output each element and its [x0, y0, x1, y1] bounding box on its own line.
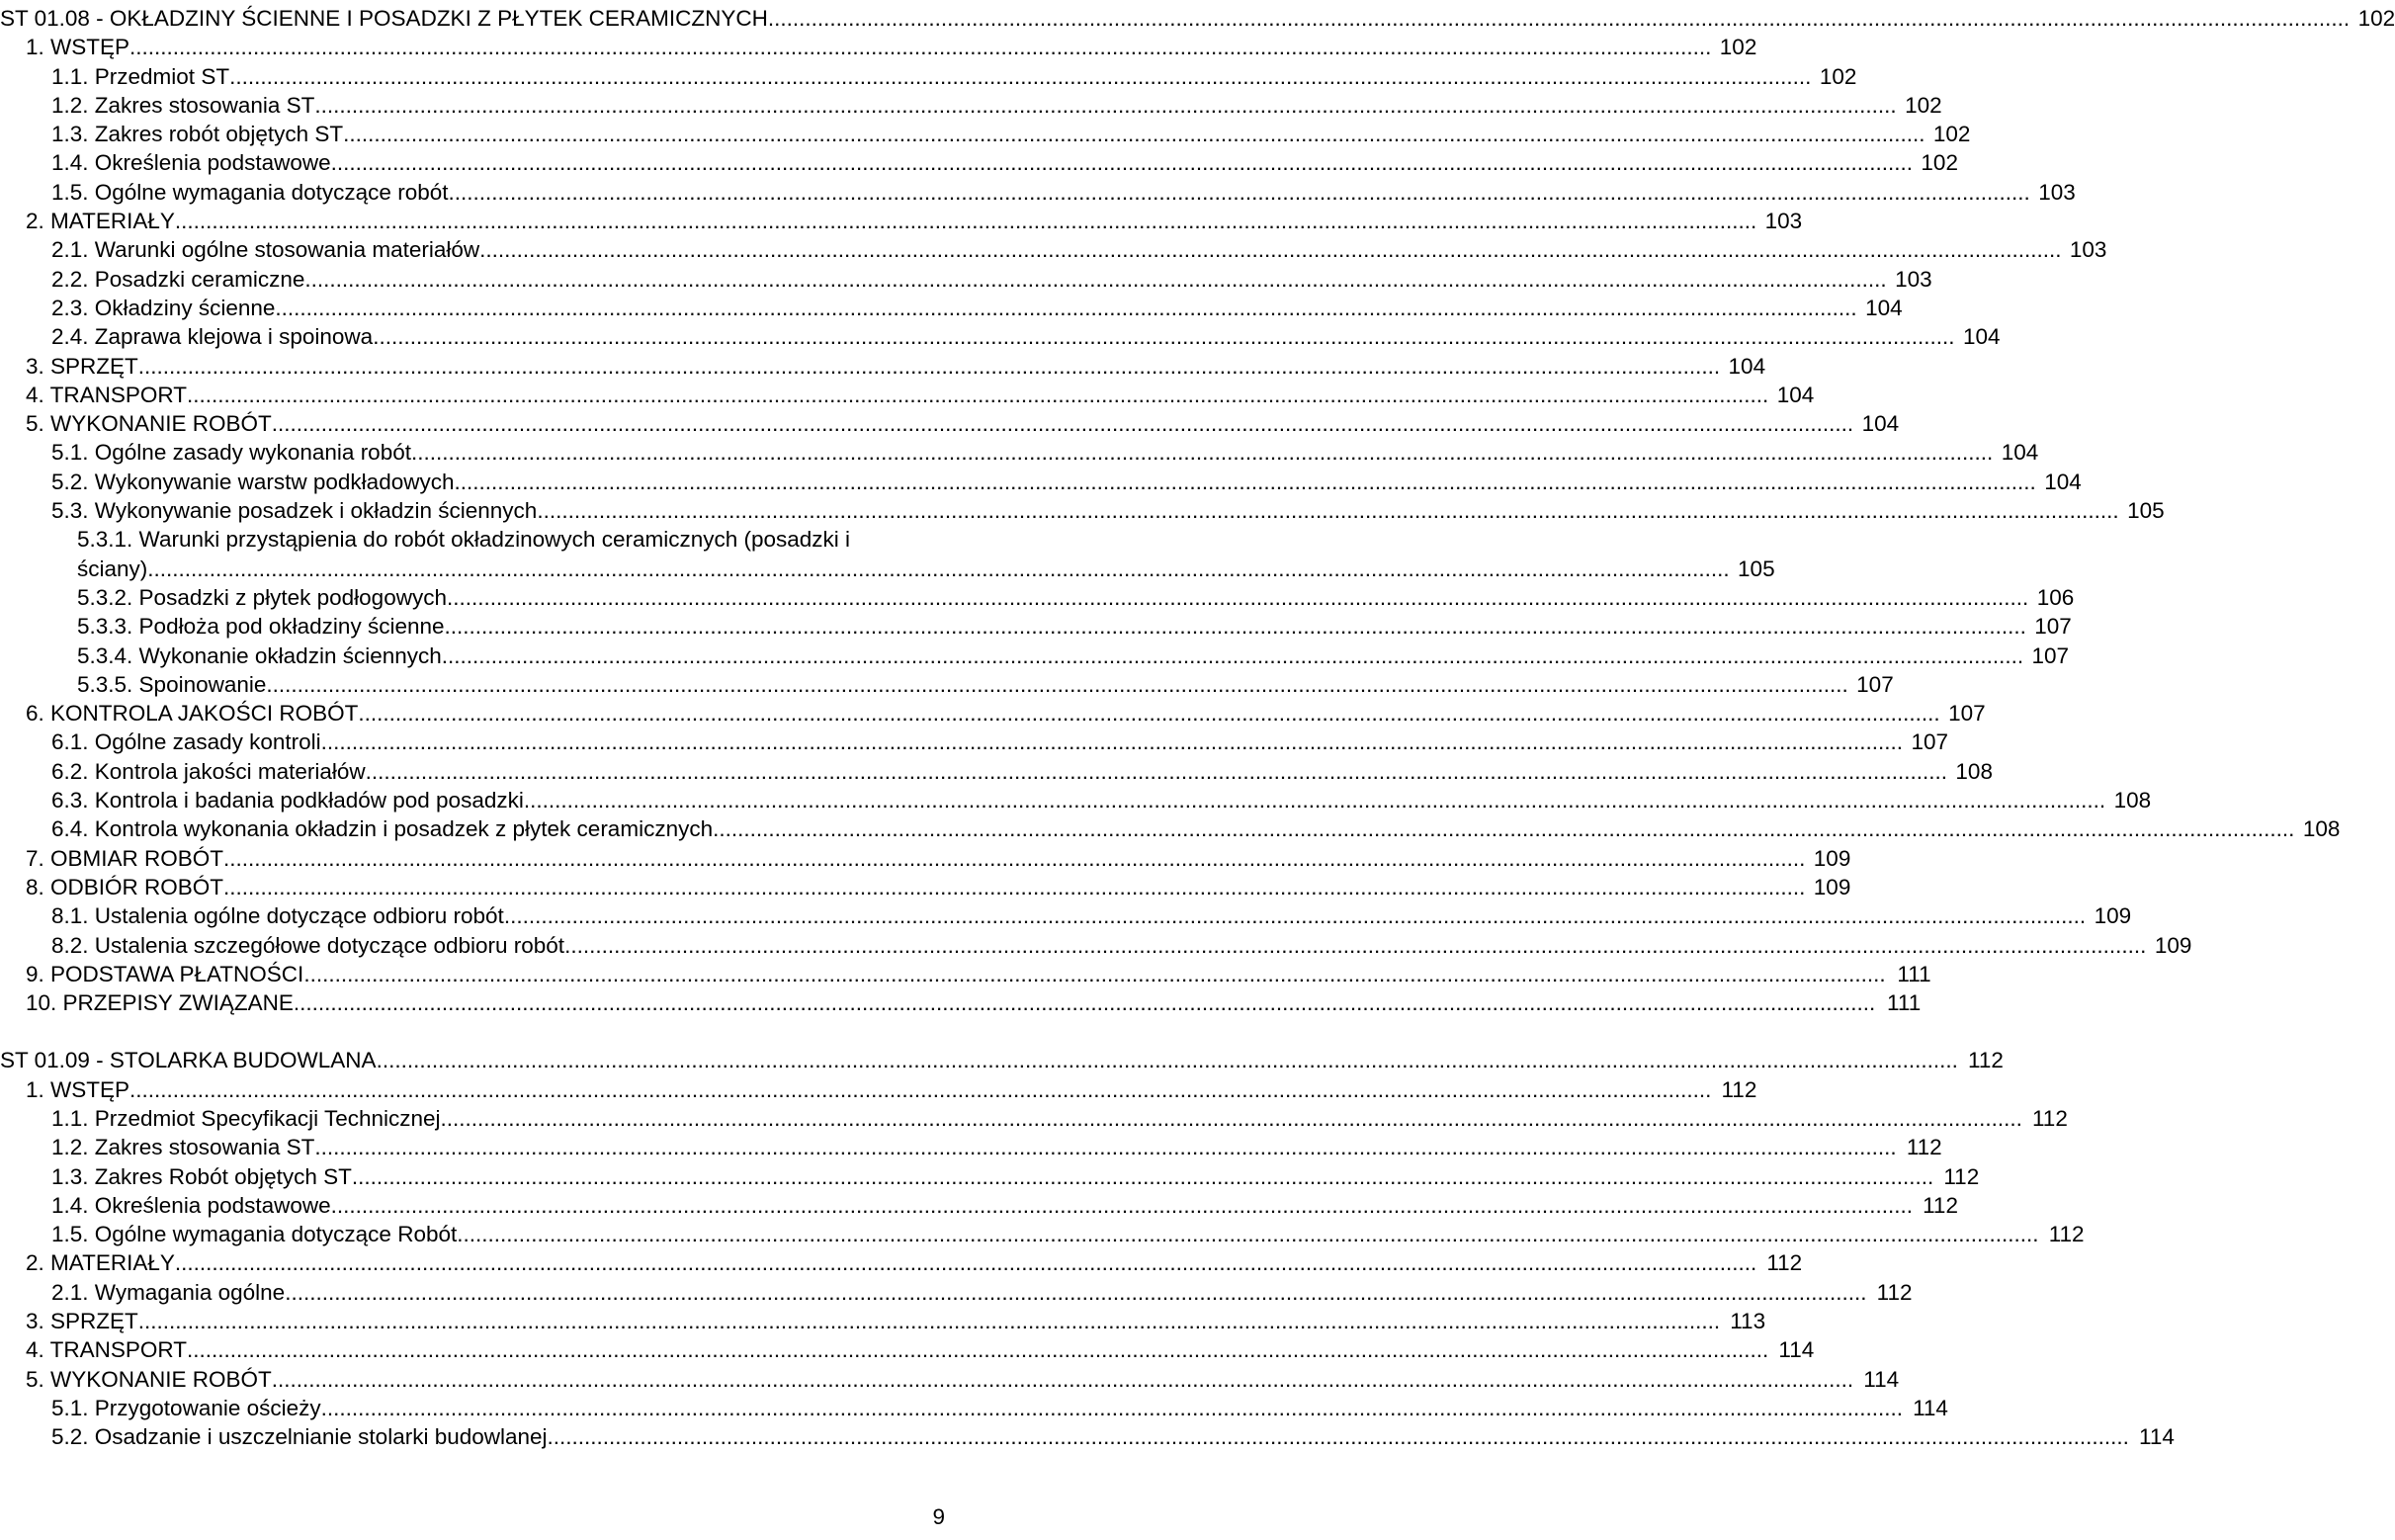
toc-entry-title: ST 01.08 - OKŁADZINY ŚCIENNE I POSADZKI Z PŁYTEK CERAMICZNYCH [0, 6, 768, 31]
toc-entry-title: 2. MATERIAŁY [26, 1250, 175, 1276]
dot-leader [504, 901, 2086, 930]
toc-entry-title: 1.5. Ogólne wymagania dotyczące robót [51, 179, 449, 205]
toc-entry-page: 112 [1721, 1076, 1757, 1102]
dot-leader [275, 294, 1856, 322]
toc-entry[interactable] [0, 1104, 2068, 1133]
toc-entry-page: 102 [1921, 150, 1958, 176]
toc-entry[interactable] [0, 62, 1857, 91]
toc-entry[interactable] [0, 786, 2152, 814]
toc-entry-title: 1.2. Zakres stosowania ST [51, 1135, 315, 1160]
toc-entry-page: 105 [1738, 556, 1775, 581]
toc-entry-title: 4. TRANSPORT [26, 1337, 187, 1363]
dot-leader [411, 438, 1993, 467]
toc-entry-page: 103 [2069, 237, 2107, 263]
dot-leader [138, 352, 1720, 381]
toc-entry[interactable] [0, 120, 1971, 148]
toc-entry-page: 102 [1905, 92, 1942, 118]
toc-entry[interactable] [0, 844, 1851, 873]
toc-entry-page: 108 [2302, 816, 2341, 842]
toc-entry-page: 102 [2357, 6, 2395, 31]
dot-leader [548, 1422, 2129, 1451]
toc-entry-page: 109 [1813, 845, 1851, 871]
dot-leader [564, 931, 2146, 960]
dot-leader [304, 265, 1886, 294]
dot-leader [331, 148, 1913, 177]
dot-leader [331, 1191, 1913, 1220]
toc-entry-page: 108 [1955, 758, 1993, 784]
dot-leader [187, 1335, 1768, 1364]
dot-leader [138, 1307, 1720, 1335]
toc-entry[interactable] [0, 178, 2076, 207]
toc-entry[interactable] [0, 322, 2001, 351]
toc-entry[interactable] [0, 699, 1986, 727]
dot-leader [448, 178, 2029, 207]
toc-entry-title: 6.2. Kontrola jakości materiałów [51, 758, 366, 784]
toc-entry[interactable] [0, 1278, 1913, 1307]
toc-entry-page: 112 [2031, 1105, 2068, 1131]
toc-entry-title-line: 5.3.1. Warunki przystąpienia do robót okładzinowych ceramicznych (posadzki i [77, 527, 851, 553]
dot-leader [321, 1394, 1903, 1422]
toc-entry[interactable] [0, 1046, 2004, 1074]
toc-entry-page: 112 [2048, 1222, 2085, 1247]
dot-leader [377, 1046, 1958, 1074]
toc-entry-title: 2.2. Posadzki ceramiczne [51, 266, 305, 292]
dot-leader [266, 670, 1847, 699]
toc-entry[interactable] [0, 525, 1775, 583]
toc-entry[interactable] [0, 468, 2082, 496]
toc-entry[interactable] [0, 1394, 1948, 1422]
toc-entry[interactable] [0, 931, 2192, 960]
dot-leader [713, 814, 2294, 843]
toc-entry-title: 2.1. Wymagania ogólne [51, 1279, 286, 1305]
toc-entry[interactable] [0, 438, 2039, 467]
toc-entry-page: 102 [1819, 63, 1857, 89]
toc-entry-title: 5.3.3. Podłoża pod okładziny ścienne [77, 614, 445, 640]
toc-entry[interactable] [0, 381, 1815, 409]
toc-entry-page: 103 [1764, 209, 1803, 234]
toc-entry-page: 111 [1887, 990, 1922, 1016]
toc-entry[interactable] [0, 33, 1757, 61]
toc-entry[interactable] [0, 1307, 1766, 1335]
toc-entry[interactable] [0, 642, 2070, 670]
toc-entry-title: 5.1. Ogólne zasady wykonania robót [51, 440, 411, 466]
toc-entry[interactable] [0, 670, 1894, 699]
dot-leader [447, 583, 2028, 612]
dot-leader [479, 235, 2061, 264]
dot-leader [129, 33, 1711, 61]
dot-leader [537, 496, 2118, 525]
toc-entry-title: 8.2. Ustalenia szczegółowe dotyczące odbioru robót [51, 932, 565, 958]
toc-entry-page: 104 [1861, 411, 1900, 437]
dot-leader [294, 988, 1875, 1017]
toc-entry-page: 112 [1943, 1163, 1980, 1189]
toc-entry-title: 7. OBMIAR ROBÓT [26, 845, 224, 871]
toc-entry-page: 107 [1856, 671, 1894, 697]
toc-entry-title: 10. PRZEPISY ZWIĄZANE [26, 990, 294, 1016]
toc-entry-title: 2. MATERIAŁY [26, 209, 175, 234]
toc-entry-page: 106 [2036, 584, 2075, 610]
toc-entry[interactable] [0, 583, 2075, 612]
toc-entry-page: 114 [1913, 1395, 1948, 1420]
dot-leader [272, 409, 1853, 438]
toc-entry-title: 5.3. Wykonywanie posadzek i okładzin ściennych [51, 498, 538, 524]
toc-entry-title: 1.1. Przedmiot ST [51, 63, 230, 89]
toc-entry-title: 1.3. Zakres robót objętych ST [51, 122, 344, 147]
dot-leader [366, 757, 1947, 786]
dot-leader [454, 468, 2035, 496]
toc-entry[interactable] [0, 1335, 1815, 1364]
toc-entry-page: 112 [1766, 1250, 1803, 1276]
toc-entry-page: 104 [1865, 295, 1903, 320]
toc-entry-page: 109 [2094, 903, 2132, 929]
toc-entry-page: 112 [1876, 1279, 1913, 1305]
toc-entry[interactable] [0, 612, 2072, 641]
toc-entry-page: 107 [2031, 642, 2070, 668]
toc-entry-page: 109 [2154, 932, 2192, 958]
toc-entry-page: 112 [1923, 1192, 1958, 1218]
toc-entry[interactable] [0, 1133, 1942, 1161]
toc-entry[interactable] [0, 727, 1948, 756]
toc-entry-title: 5. WYKONANIE ROBÓT [26, 411, 272, 437]
toc-entry[interactable] [0, 409, 1900, 438]
toc-entry-page: 102 [1932, 122, 1971, 147]
toc-entry-title: 6.1. Ogólne zasady kontroli [51, 729, 321, 755]
toc-entry-title: 6.3. Kontrola i badania podkładów pod posadzki [51, 788, 524, 813]
dot-leader [442, 642, 2023, 670]
toc-entry-title: 5.2. Wykonywanie warstw podkładowych [51, 469, 455, 494]
toc-entry[interactable] [0, 1422, 2175, 1451]
table-of-contents [0, 4, 2395, 1452]
dot-leader [445, 612, 2026, 641]
toc-entry-page: 112 [1968, 1048, 2004, 1073]
toc-entry[interactable] [0, 988, 1922, 1017]
dot-leader [285, 1278, 1866, 1307]
toc-entry-title: 5.3.2. Posadzki z płytek podłogowych [77, 584, 447, 610]
toc-entry-title: 2.4. Zaprawa klejowa i spoinowa [51, 324, 374, 350]
page-number: 9 [932, 1504, 945, 1529]
toc-entry-title: 5.1. Przygotowanie ościeży [51, 1395, 321, 1420]
dot-leader [223, 844, 1805, 873]
toc-entry[interactable] [0, 1365, 1900, 1394]
dot-leader [272, 1365, 1853, 1394]
toc-entry[interactable] [0, 1191, 1958, 1220]
dot-leader [303, 960, 1885, 988]
toc-entry-title: 5.3.5. Spoinowanie [77, 671, 267, 697]
dot-leader [343, 120, 1925, 148]
toc-entry[interactable] [0, 294, 1903, 322]
dot-leader [373, 322, 1954, 351]
toc-entry-title: 1.1. Przedmiot Specyfikacji Technicznej [51, 1105, 441, 1131]
dot-leader [321, 727, 1903, 756]
toc-entry-page: 104 [1962, 324, 2001, 350]
toc-entry-title [77, 525, 1775, 583]
dot-leader [147, 555, 1729, 583]
toc-entry[interactable] [0, 91, 1942, 120]
dot-leader [441, 1104, 2022, 1133]
toc-entry-title: 9. PODSTAWA PŁATNOŚCI [26, 961, 304, 986]
toc-entry[interactable] [0, 873, 1851, 901]
toc-entry-page: 113 [1730, 1309, 1766, 1334]
toc-entry-title: 5.3.4. Wykonanie okładzin ściennych [77, 642, 442, 668]
toc-entry-title: 5.2. Osadzanie i uszczelnianie stolarki budowlanej [51, 1424, 548, 1450]
toc-entry-page: 107 [1911, 729, 1948, 755]
toc-entry[interactable] [0, 1220, 2085, 1248]
toc-entry-title: 6. KONTROLA JAKOŚCI ROBÓT [26, 701, 359, 727]
dot-leader [229, 62, 1811, 91]
dot-leader [524, 786, 2105, 814]
dot-leader [314, 91, 1896, 120]
toc-entry[interactable] [0, 960, 1931, 988]
toc-entry[interactable] [0, 352, 1766, 381]
dot-leader [457, 1220, 2038, 1248]
dot-leader [223, 873, 1805, 901]
toc-entry-page: 104 [2044, 469, 2082, 494]
dot-leader [352, 1162, 1933, 1191]
toc-entry-title: 1. WSTĘP [26, 1076, 130, 1102]
toc-entry-title: 3. SPRZĘT [26, 353, 138, 379]
toc-entry-page: 104 [1728, 353, 1766, 379]
toc-entry-title: 1.4. Określenia podstawowe [51, 1192, 331, 1218]
dot-leader [187, 381, 1768, 409]
toc-entry-title: 1. WSTĘP [26, 35, 130, 60]
toc-entry[interactable] [0, 265, 1932, 294]
dot-leader [358, 699, 1939, 727]
toc-entry-page: 114 [2138, 1424, 2175, 1450]
toc-entry-title: 5. WYKONANIE ROBÓT [26, 1366, 272, 1392]
toc-entry-page: 105 [2127, 498, 2165, 524]
toc-entry-title: 3. SPRZĘT [26, 1309, 138, 1334]
toc-entry-title: 1.2. Zakres stosowania ST [51, 92, 315, 118]
toc-entry-title: ST 01.09 - STOLARKA BUDOWLANA [0, 1048, 377, 1073]
toc-entry[interactable] [0, 148, 1958, 177]
toc-entry-title: 1.5. Ogólne wymagania dotyczące Robót [51, 1222, 458, 1247]
dot-leader [175, 207, 1756, 235]
toc-entry-title: 2.1. Warunki ogólne stosowania materiałów [51, 237, 480, 263]
toc-entry-page: 103 [2038, 179, 2076, 205]
toc-entry[interactable] [0, 4, 2395, 33]
toc-entry-title-line: ściany) [77, 556, 148, 581]
dot-leader [175, 1248, 1756, 1277]
toc-entry-page: 114 [1863, 1366, 1900, 1392]
toc-entry-page: 104 [2001, 440, 2039, 466]
toc-entry[interactable] [0, 757, 1993, 786]
toc-entry-title: 8. ODBIÓR ROBÓT [26, 874, 224, 899]
toc-entry-page: 103 [1895, 266, 1932, 292]
toc-entry[interactable] [0, 1075, 1757, 1104]
toc-entry-page: 112 [1906, 1135, 1942, 1160]
toc-entry[interactable] [0, 496, 2165, 525]
toc-entry[interactable] [0, 901, 2132, 930]
toc-entry-page: 104 [1776, 382, 1815, 407]
dot-leader [129, 1075, 1711, 1104]
toc-entry-page: 109 [1813, 874, 1851, 899]
toc-entry[interactable] [0, 814, 2341, 843]
toc-entry-title: 8.1. Ustalenia ogólne dotyczące odbioru robót [51, 903, 504, 929]
toc-entry-page: 111 [1897, 961, 1931, 986]
toc-entry[interactable] [0, 207, 1803, 235]
toc-entry-title: 1.4. Określenia podstawowe [51, 150, 331, 176]
toc-entry-page: 102 [1719, 35, 1757, 60]
dot-leader [314, 1133, 1896, 1161]
toc-entry-page: 114 [1778, 1337, 1815, 1363]
toc-entry[interactable] [0, 1162, 1980, 1191]
toc-entry-page: 107 [2034, 614, 2072, 640]
toc-entry-title: 1.3. Zakres Robót objętych ST [51, 1163, 352, 1189]
toc-entry-title: 4. TRANSPORT [26, 382, 187, 407]
toc-entry[interactable] [0, 1248, 1803, 1277]
toc-entry-title: 6.4. Kontrola wykonania okładzin i posadzek z płytek ceramicznych [51, 816, 714, 842]
toc-entry-page: 108 [2113, 788, 2152, 813]
toc-entry[interactable] [0, 235, 2107, 264]
toc-entry-title: 2.3. Okładziny ścienne [51, 295, 276, 320]
toc-entry-page: 107 [1948, 701, 1986, 727]
dot-leader [768, 4, 2350, 33]
